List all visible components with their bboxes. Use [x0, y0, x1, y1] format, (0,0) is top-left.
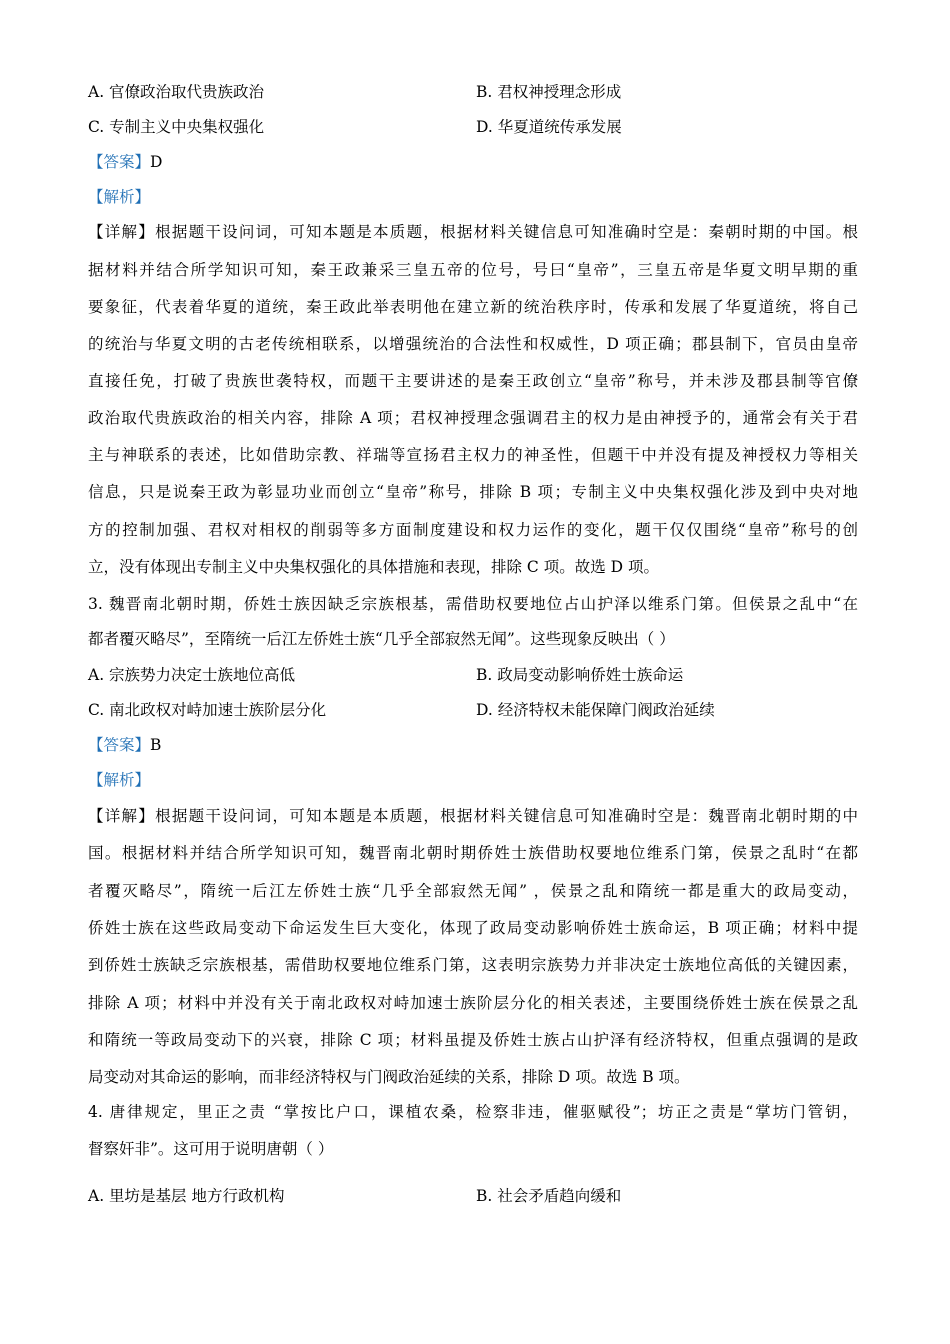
q4-stem-line: 督察奸非”。这可用于说明唐朝（ ） [88, 1140, 334, 1158]
q4-stem-line: 4. 唐律规定，里正之责 “掌按比户口，课植农桑，检察非违，催驱赋役”；坊正之责是“掌坊门管钥， [88, 1103, 858, 1121]
q2-option-c: C. 专制主义中央集权强化 [88, 118, 265, 136]
q3-option-d: D. 经济特权未能保障门阀政治延续 [476, 701, 715, 719]
q3-detail-line: 排除 A 项；材料中并没有关于南北政权对峙加速士族阶层分化的相关表述，主要围绕侨姓士族在侯景之乱 [88, 994, 858, 1012]
q3-detail-line: 国。根据材料并结合所学知识可知，魏晋南北朝时期侨姓士族借助权要地位维系门第，侯景之乱时“在都 [88, 844, 858, 862]
answer-value: B [150, 736, 162, 754]
detail-text: 根据题干设问词，可知本题是本质题，根据材料关键信息可知准确时空是：秦朝时期的中国。根 [155, 223, 858, 241]
answer-tag: 【答案】 [88, 153, 151, 171]
q2-detail-line: 立，没有体现出专制主义中央集权强化的具体措施和表现，排除 C 项。故选 D 项。 [88, 558, 659, 576]
q2-detail-line: 主与神联系的表述，比如借助宗教、祥瑞等宣扬君主权力的神圣性，但题干中并没有提及神授权力等相关 [88, 446, 858, 464]
q2-option-a: A. 官僚政治取代贵族政治 [88, 83, 265, 101]
q2-detail-line [88, 222, 858, 242]
q3-detail-line: 者覆灭略尽”，隋统一后江左侨姓士族“几乎全部寂然无闻” ，侯景之乱和隋统一都是重大的政局变动， [88, 882, 858, 900]
detail-text: 根据题干设问词，可知本题是本质题，根据材料关键信息可知准确时空是：魏晋南北朝时期的中 [155, 807, 858, 825]
q3-option-b: B. 政局变动影响侨姓士族命运 [476, 666, 684, 684]
q2-detail-line: 直接任免，打破了贵族世袭特权，而题干主要讲述的是秦王政创立“皇帝”称号，并未涉及郡县制等官僚 [88, 372, 858, 390]
q3-option-a: A. 宗族势力决定士族地位高低 [88, 666, 296, 684]
q2-detail-line: 据材料并结合所学知识可知，秦王政兼采三皇五帝的位号，号曰“皇帝”，三皇五帝是华夏文明早期的重 [88, 261, 858, 279]
q3-detail-line: 侨姓士族在这些政局变动下命运发生巨大变化，体现了政局变动影响侨姓士族命运，B 项正确；材料中提 [88, 919, 858, 937]
answer-value: D [150, 153, 163, 171]
q3-stem-line: 3. 魏晋南北朝时期，侨姓士族因缺乏宗族根基，需借助权要地位占山护泽以维系门第。但侯景之乱中“在 [88, 595, 858, 613]
q2-option-b: B. 君权神授理念形成 [476, 83, 622, 101]
q3-option-c: C. 南北政权对峙加速士族阶层分化 [88, 701, 327, 719]
q3-answer [88, 735, 161, 755]
q3-detail-line: 和隋统一等政局变动下的兴衰，排除 C 项；材料虽提及侨姓士族占山护泽有经济特权，但重点强调的是政 [88, 1031, 858, 1049]
q2-detail-line: 政治取代贵族政治的相关内容，排除 A 项；君权神授理念强调君主的权力是由神授予的，通常会有关于君 [88, 409, 858, 427]
q2-detail-line: 要象征，代表着华夏的道统，秦王政此举表明他在建立新的统治秩序时，传承和发展了华夏道统，将自己 [88, 298, 858, 316]
q3-analysis-tag: 【解析】 [88, 771, 151, 789]
q3-stem-line: 都者覆灭略尽”，至隋统一后江左侨姓士族“几乎全部寂然无闻”。这些现象反映出（ ） [88, 630, 675, 648]
q2-detail-line: 方的控制加强、君权对相权的削弱等多方面制度建设和权力运作的变化，题干仅仅围绕“皇帝”称号的创 [88, 521, 858, 539]
q2-detail-line: 信息，只是说秦王政为彰显功业而创立“皇帝”称号，排除 B 项；专制主义中央集权强化涉及到中央对地 [88, 483, 858, 501]
detail-tag: 【详解】 [88, 223, 156, 241]
q2-option-d: D. 华夏道统传承发展 [476, 118, 622, 136]
q3-detail-line [88, 806, 858, 826]
q2-analysis-tag: 【解析】 [88, 188, 151, 206]
q3-detail-line: 到侨姓士族缺乏宗族根基，需借助权要地位维系门第，这表明宗族势力并非决定士族地位高低的关键因素， [88, 956, 858, 974]
q2-detail-line: 的统治与华夏文明的古老传统相联系，以增强统治的合法性和权威性，D 项正确；郡县制下，官员由皇帝 [88, 335, 858, 353]
q4-option-a: A. 里坊是基层 地方行政机构 [88, 1187, 285, 1205]
answer-tag: 【答案】 [88, 736, 151, 754]
q2-answer [88, 152, 162, 172]
q3-detail-line: 局变动对其命运的影响，而非经济特权与门阀政治延续的关系，排除 D 项。故选 B 项。 [88, 1068, 690, 1086]
detail-tag: 【详解】 [88, 807, 156, 825]
q4-option-b: B. 社会矛盾趋向缓和 [476, 1187, 622, 1205]
